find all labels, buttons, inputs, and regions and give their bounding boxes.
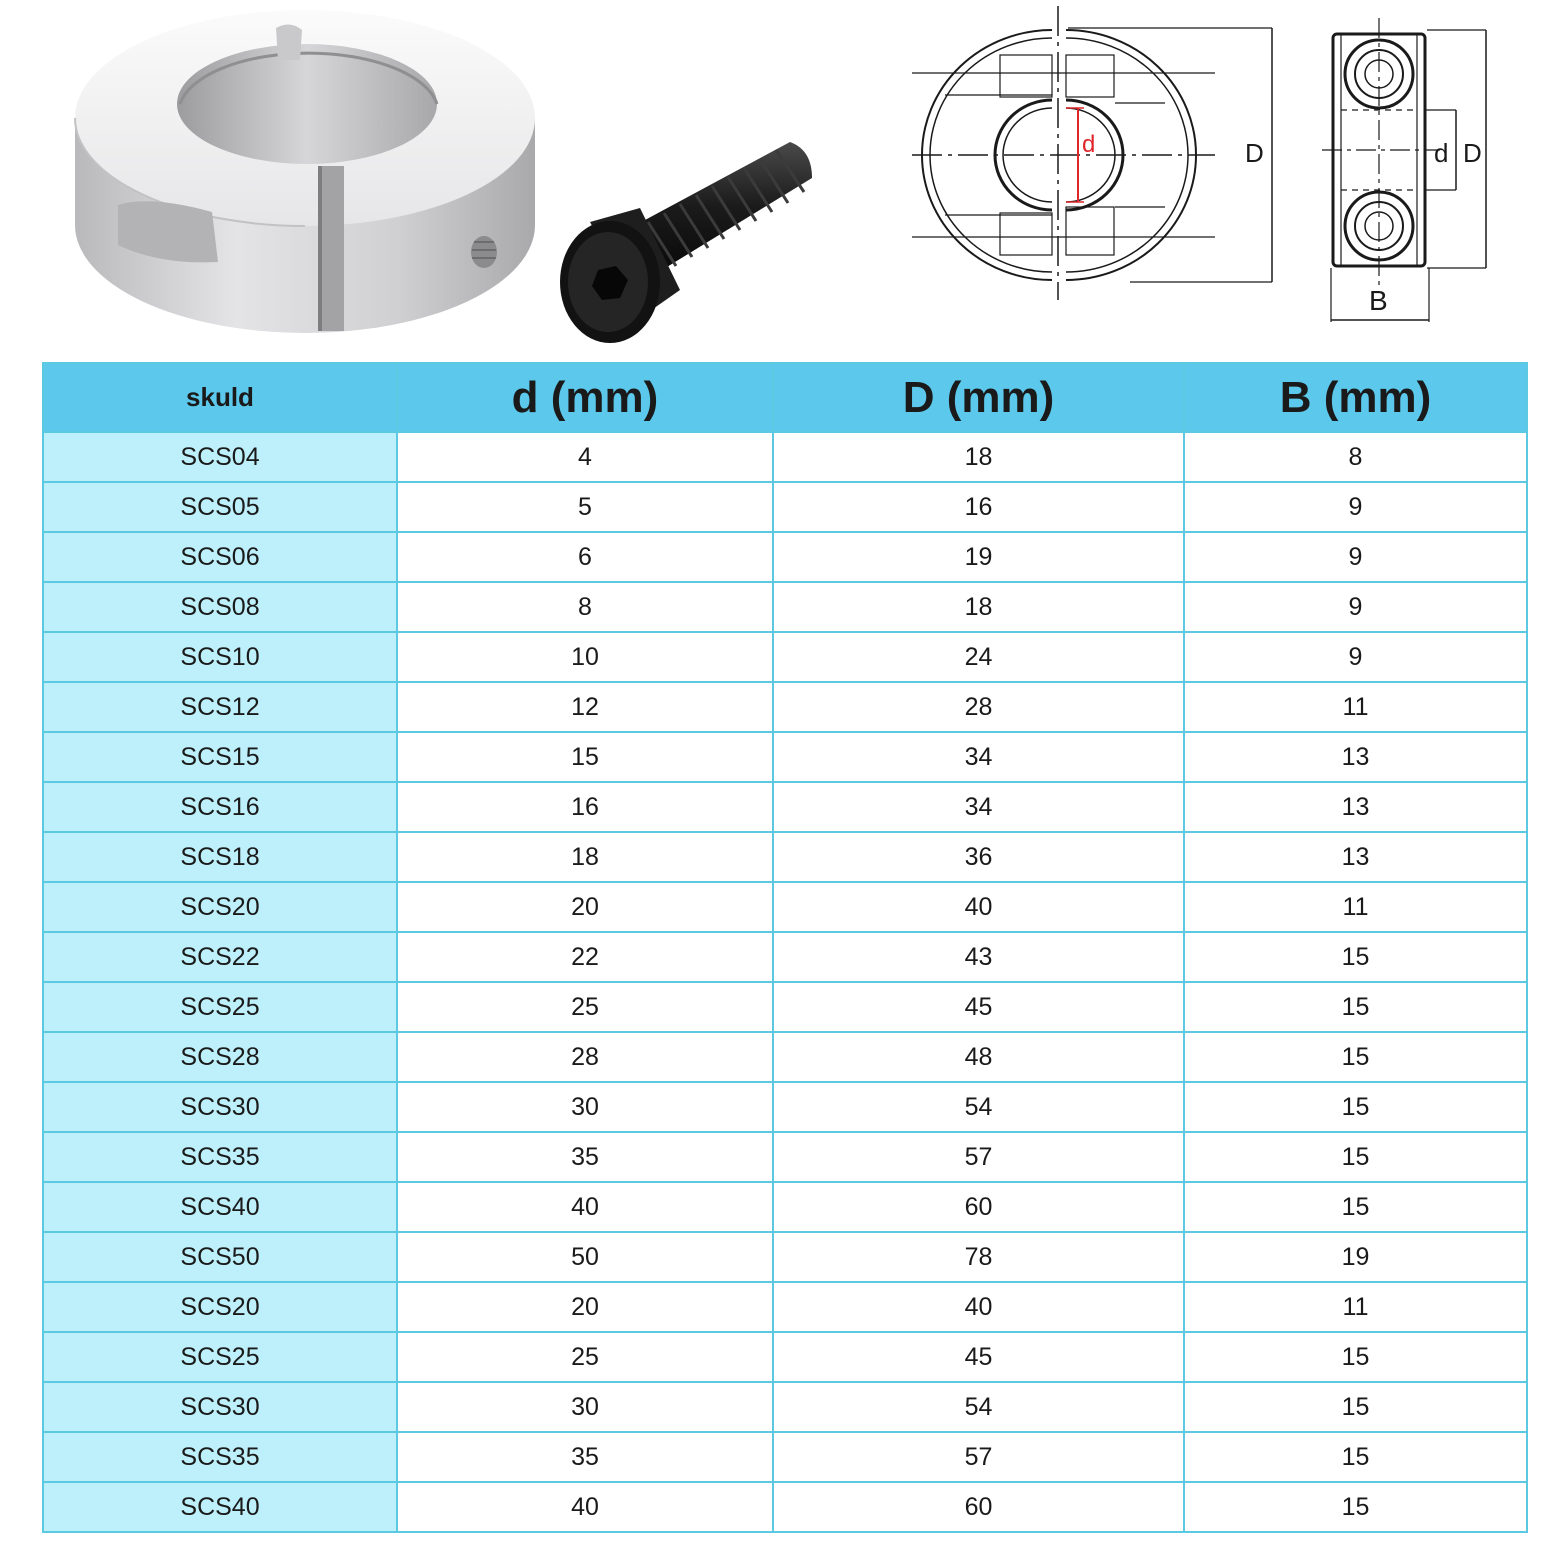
cell-outer-diameter: 18 xyxy=(773,582,1184,632)
cell-inner-diameter: 35 xyxy=(397,1132,773,1182)
cell-sku: SCS40 xyxy=(43,1482,397,1532)
cell-width: 13 xyxy=(1184,732,1527,782)
cell-outer-diameter: 48 xyxy=(773,1032,1184,1082)
cell-outer-diameter: 57 xyxy=(773,1132,1184,1182)
cell-width: 8 xyxy=(1184,432,1527,482)
table-row xyxy=(43,1182,1527,1232)
cell-outer-diameter: 36 xyxy=(773,832,1184,882)
table-row xyxy=(43,982,1527,1032)
table-row xyxy=(43,1332,1527,1382)
header-sku: skuld xyxy=(43,363,397,432)
cell-outer-diameter: 40 xyxy=(773,882,1184,932)
cell-width: 9 xyxy=(1184,532,1527,582)
cell-sku: SCS50 xyxy=(43,1232,397,1282)
cell-width: 11 xyxy=(1184,1282,1527,1332)
header-inner-diameter: d (mm) xyxy=(397,363,773,432)
cell-outer-diameter: 57 xyxy=(773,1432,1184,1482)
table-row xyxy=(43,1082,1527,1132)
cell-sku: SCS25 xyxy=(43,1332,397,1382)
table-row xyxy=(43,1282,1527,1332)
cell-outer-diameter: 60 xyxy=(773,1182,1184,1232)
side-view-drawing xyxy=(1322,18,1486,322)
cell-inner-diameter: 35 xyxy=(397,1432,773,1482)
cell-sku: SCS16 xyxy=(43,782,397,832)
cell-inner-diameter: 15 xyxy=(397,732,773,782)
cell-width: 15 xyxy=(1184,1332,1527,1382)
side-view-label-d: d xyxy=(1434,138,1449,168)
cell-outer-diameter: 16 xyxy=(773,482,1184,532)
cell-outer-diameter: 54 xyxy=(773,1382,1184,1432)
cell-sku: SCS28 xyxy=(43,1032,397,1082)
cell-outer-diameter: 34 xyxy=(773,732,1184,782)
side-view-label-D: D xyxy=(1463,138,1482,168)
cell-outer-diameter: 45 xyxy=(773,1332,1184,1382)
cell-inner-diameter: 5 xyxy=(397,482,773,532)
cell-width: 11 xyxy=(1184,882,1527,932)
spec-table-body xyxy=(43,432,1527,1532)
cell-sku: SCS30 xyxy=(43,1382,397,1432)
cap-screw-photo xyxy=(560,142,812,343)
table-row xyxy=(43,1482,1527,1532)
cell-width: 15 xyxy=(1184,932,1527,982)
header-width: B (mm) xyxy=(1184,363,1527,432)
cell-inner-diameter: 16 xyxy=(397,782,773,832)
cell-width: 15 xyxy=(1184,1082,1527,1132)
cell-outer-diameter: 45 xyxy=(773,982,1184,1032)
cell-inner-diameter: 30 xyxy=(397,1082,773,1132)
cell-outer-diameter: 19 xyxy=(773,532,1184,582)
header-outer-diameter: D (mm) xyxy=(773,363,1184,432)
cell-sku: SCS20 xyxy=(43,882,397,932)
cell-inner-diameter: 40 xyxy=(397,1182,773,1232)
cell-outer-diameter: 40 xyxy=(773,1282,1184,1332)
cell-width: 15 xyxy=(1184,1432,1527,1482)
cell-width: 9 xyxy=(1184,632,1527,682)
cell-outer-diameter: 18 xyxy=(773,432,1184,482)
cell-inner-diameter: 18 xyxy=(397,832,773,882)
cell-outer-diameter: 34 xyxy=(773,782,1184,832)
cell-width: 13 xyxy=(1184,782,1527,832)
table-row xyxy=(43,682,1527,732)
cell-sku: SCS05 xyxy=(43,482,397,532)
cell-inner-diameter: 6 xyxy=(397,532,773,582)
cell-width: 9 xyxy=(1184,582,1527,632)
cell-inner-diameter: 30 xyxy=(397,1382,773,1432)
cell-sku: SCS35 xyxy=(43,1432,397,1482)
table-row xyxy=(43,1232,1527,1282)
cell-width: 15 xyxy=(1184,982,1527,1032)
table-row xyxy=(43,782,1527,832)
table-row xyxy=(43,532,1527,582)
cell-inner-diameter: 25 xyxy=(397,1332,773,1382)
cell-sku: SCS30 xyxy=(43,1082,397,1132)
cell-sku: SCS12 xyxy=(43,682,397,732)
cell-outer-diameter: 28 xyxy=(773,682,1184,732)
table-row xyxy=(43,882,1527,932)
cell-inner-diameter: 12 xyxy=(397,682,773,732)
cell-outer-diameter: 78 xyxy=(773,1232,1184,1282)
table-row xyxy=(43,582,1527,632)
front-view-label-d: d xyxy=(1082,131,1096,158)
cell-width: 15 xyxy=(1184,1132,1527,1182)
cell-inner-diameter: 40 xyxy=(397,1482,773,1532)
table-row xyxy=(43,432,1527,482)
cell-inner-diameter: 28 xyxy=(397,1032,773,1082)
cell-inner-diameter: 4 xyxy=(397,432,773,482)
table-row xyxy=(43,1132,1527,1182)
table-row xyxy=(43,1382,1527,1432)
table-row xyxy=(43,1432,1527,1482)
table-row xyxy=(43,482,1527,532)
cell-inner-diameter: 50 xyxy=(397,1232,773,1282)
cell-inner-diameter: 20 xyxy=(397,882,773,932)
table-row xyxy=(43,832,1527,882)
cell-sku: SCS15 xyxy=(43,732,397,782)
cell-inner-diameter: 20 xyxy=(397,1282,773,1332)
cell-inner-diameter: 8 xyxy=(397,582,773,632)
cell-outer-diameter: 43 xyxy=(773,932,1184,982)
cell-width: 15 xyxy=(1184,1182,1527,1232)
spec-table-header xyxy=(43,363,1527,432)
cell-sku: SCS22 xyxy=(43,932,397,982)
cell-inner-diameter: 22 xyxy=(397,932,773,982)
cell-width: 15 xyxy=(1184,1482,1527,1532)
cell-width: 9 xyxy=(1184,482,1527,532)
cell-sku: SCS20 xyxy=(43,1282,397,1332)
front-view-label-D: D xyxy=(1245,138,1264,168)
cell-width: 15 xyxy=(1184,1382,1527,1432)
cell-outer-diameter: 54 xyxy=(773,1082,1184,1132)
table-row xyxy=(43,632,1527,682)
shaft-collar-photo xyxy=(75,10,535,333)
spec-table xyxy=(42,362,1528,1533)
header-row xyxy=(43,363,1527,432)
cell-sku: SCS25 xyxy=(43,982,397,1032)
cell-sku: SCS18 xyxy=(43,832,397,882)
table-row xyxy=(43,732,1527,782)
cell-width: 13 xyxy=(1184,832,1527,882)
cell-outer-diameter: 60 xyxy=(773,1482,1184,1532)
side-view-label-B: B xyxy=(1369,285,1388,316)
cell-sku: SCS06 xyxy=(43,532,397,582)
cell-sku: SCS04 xyxy=(43,432,397,482)
cell-outer-diameter: 24 xyxy=(773,632,1184,682)
cell-width: 15 xyxy=(1184,1032,1527,1082)
cell-inner-diameter: 25 xyxy=(397,982,773,1032)
cell-sku: SCS08 xyxy=(43,582,397,632)
cell-sku: SCS35 xyxy=(43,1132,397,1182)
product-illustrations xyxy=(0,0,1568,362)
cell-sku: SCS40 xyxy=(43,1182,397,1232)
cell-width: 19 xyxy=(1184,1232,1527,1282)
cell-width: 11 xyxy=(1184,682,1527,732)
cell-sku: SCS10 xyxy=(43,632,397,682)
table-row xyxy=(43,1032,1527,1082)
table-row xyxy=(43,932,1527,982)
cell-inner-diameter: 10 xyxy=(397,632,773,682)
